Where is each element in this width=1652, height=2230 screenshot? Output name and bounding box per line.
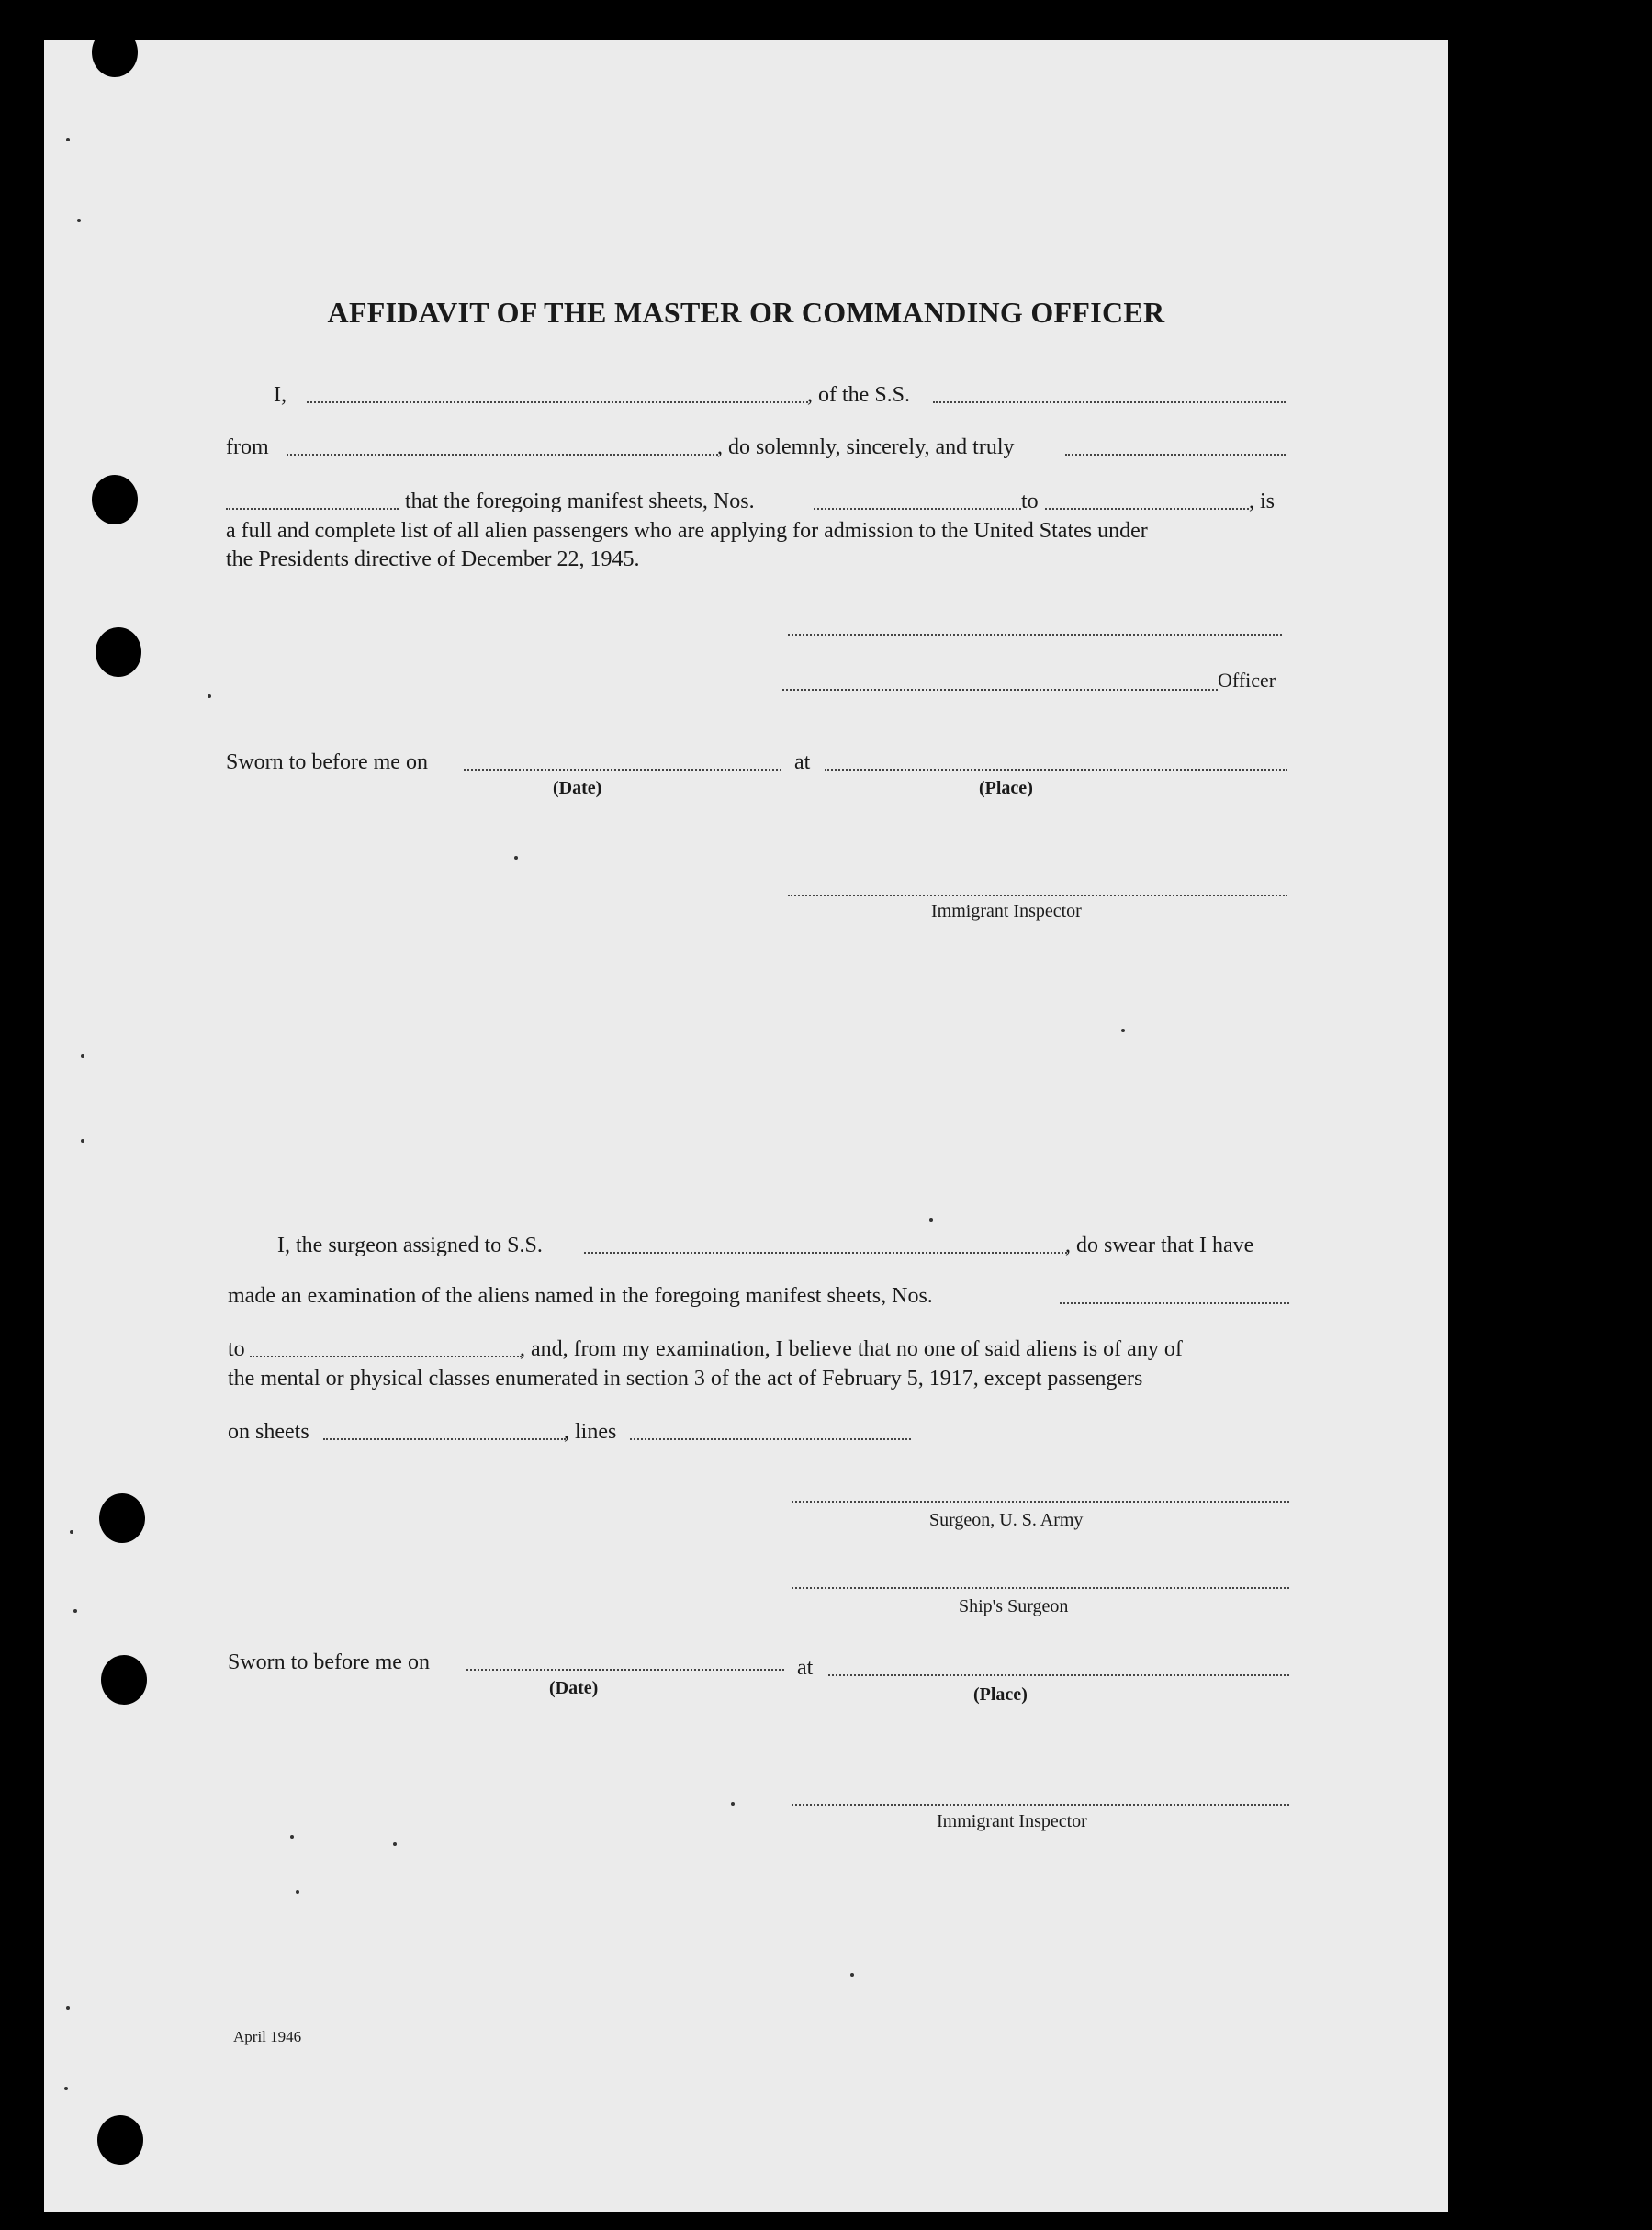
surgeon-lines-label: , lines xyxy=(564,1420,617,1444)
master-i-label: I, xyxy=(274,383,287,407)
master-at-label: at xyxy=(794,750,811,774)
master-of-ss-label: , of the S.S. xyxy=(807,383,911,407)
officer-label: Officer xyxy=(1218,669,1276,692)
surgeon-date-caption: (Date) xyxy=(549,1678,599,1698)
surgeon-ship-field[interactable] xyxy=(584,1252,1067,1254)
master-from-field[interactable] xyxy=(287,454,718,456)
form-paper xyxy=(44,40,1448,2212)
form-date-footer: April 1946 xyxy=(233,2028,302,2045)
ships-surgeon-label: Ship's Surgeon xyxy=(959,1596,1069,1616)
master-sworn-label: Sworn to before me on xyxy=(226,750,428,774)
surgeon-place-caption: (Place) xyxy=(973,1684,1028,1705)
speck xyxy=(70,1530,73,1534)
punch-hole xyxy=(97,2115,143,2165)
surgeon-inspector-signature-line[interactable] xyxy=(792,1804,1289,1806)
punch-hole xyxy=(92,28,138,77)
speck xyxy=(296,1890,299,1894)
master-ship-field[interactable] xyxy=(933,401,1286,403)
surgeon-nos-from-field[interactable] xyxy=(1060,1302,1289,1304)
punch-hole xyxy=(96,627,141,677)
speck xyxy=(850,1973,854,1977)
master-directive-line: the Presidents directive of December 22, 1945. xyxy=(226,547,640,571)
speck xyxy=(66,138,70,141)
master-name-field[interactable] xyxy=(307,401,808,403)
master-sworn-place-field[interactable] xyxy=(825,769,1287,771)
speck xyxy=(73,1609,77,1613)
master-oath-field[interactable] xyxy=(1065,454,1286,456)
army-surgeon-signature-line[interactable] xyxy=(792,1501,1289,1503)
form-title: AFFIDAVIT OF THE MASTER OR COMMANDING OFFICER xyxy=(327,296,1165,329)
surgeon-examination-label: made an examination of the aliens named in the foregoing manifest sheets, Nos. xyxy=(228,1284,933,1308)
surgeon-classes-line: the mental or physical classes enumerated in section 3 of the act of February 5, 1917, except passengers xyxy=(228,1367,1143,1391)
master-inspector-signature-line[interactable] xyxy=(788,895,1287,896)
speck xyxy=(81,1139,84,1143)
master-signature-line[interactable] xyxy=(788,634,1282,636)
master-is-label: , is xyxy=(1249,490,1276,513)
surgeon-at-label: at xyxy=(797,1656,814,1680)
master-oath-word-field[interactable] xyxy=(226,508,399,510)
speck xyxy=(731,1802,735,1806)
surgeon-inspector-label: Immigrant Inspector xyxy=(937,1811,1087,1831)
surgeon-swear-label: , do swear that I have xyxy=(1065,1233,1254,1257)
speck xyxy=(393,1842,397,1846)
master-to-label: to xyxy=(1021,490,1039,513)
master-place-caption: (Place) xyxy=(979,778,1033,798)
speck xyxy=(66,2006,70,2010)
punch-hole xyxy=(92,475,138,524)
speck xyxy=(514,856,518,860)
surgeon-sheets-label: on sheets xyxy=(228,1420,309,1444)
army-surgeon-label: Surgeon, U. S. Army xyxy=(929,1510,1084,1530)
master-nos-from-field[interactable] xyxy=(814,508,1021,510)
speck xyxy=(81,1054,84,1058)
surgeon-nos-to-field[interactable] xyxy=(250,1356,522,1357)
speck xyxy=(290,1835,294,1839)
master-inspector-label: Immigrant Inspector xyxy=(931,901,1082,921)
surgeon-sworn-date-field[interactable] xyxy=(466,1669,784,1671)
officer-signature-line[interactable] xyxy=(782,689,1218,691)
master-date-caption: (Date) xyxy=(553,778,602,798)
speck xyxy=(208,694,211,698)
ships-surgeon-signature-line[interactable] xyxy=(792,1587,1289,1589)
surgeon-sworn-place-field[interactable] xyxy=(828,1674,1289,1676)
master-sworn-date-field[interactable] xyxy=(464,769,781,771)
surgeon-belief-label: , and, from my examination, I believe that no one of said aliens is of any of xyxy=(520,1337,1183,1361)
speck xyxy=(929,1218,933,1222)
speck xyxy=(1121,1029,1125,1032)
surgeon-lines-field[interactable] xyxy=(630,1438,911,1440)
master-from-label: from xyxy=(226,435,269,459)
speck xyxy=(77,219,81,222)
master-nos-to-field[interactable] xyxy=(1045,508,1249,510)
surgeon-to-label: to xyxy=(228,1337,245,1361)
master-statement-line: a full and complete list of all alien passengers who are applying for admission to the United States under xyxy=(226,519,1148,543)
surgeon-assigned-label: I, the surgeon assigned to S.S. xyxy=(277,1233,543,1257)
master-solemnly-label: , do solemnly, sincerely, and truly xyxy=(717,435,1015,459)
punch-hole xyxy=(99,1493,145,1543)
surgeon-sheets-field[interactable] xyxy=(323,1438,566,1440)
surgeon-sworn-label: Sworn to before me on xyxy=(228,1650,430,1674)
master-manifest-label: that the foregoing manifest sheets, Nos. xyxy=(405,490,755,513)
speck xyxy=(64,2087,68,2090)
punch-hole xyxy=(101,1655,147,1705)
